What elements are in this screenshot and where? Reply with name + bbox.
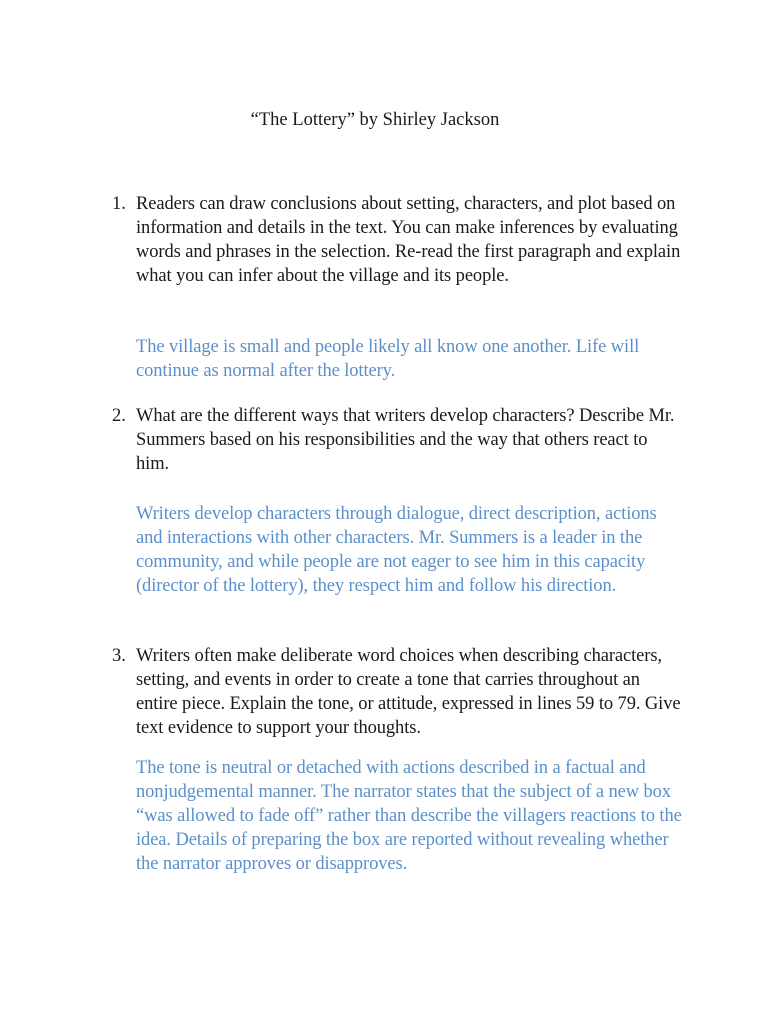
- question-number: 3.: [112, 646, 126, 666]
- answer-2: [112, 502, 682, 598]
- question-3: [112, 644, 682, 740]
- answer-text: Writers develop characters through dialogue, direct description, actions and interactions with other characters. Mr. Summers is a leader in the community, and while people are not eager to see him in this capacity (director of the lottery), they respect him and follow his direction.: [136, 504, 657, 596]
- question-prompt: Writers often make deliberate word choices when describing characters, setting, and events in order to create a tone that carries throughout an entire piece. Explain the tone, or attitude, expressed in lines 59 to 79. Give text evidence to support your thoughts.: [136, 646, 681, 738]
- answer-1: [112, 335, 682, 383]
- question-prompt: Readers can draw conclusions about setting, characters, and plot based on information and details in the text. You can make inferences by evaluating words and phrases in the selection. Re-read the first paragraph and explain what you can infer about the village and its people.: [136, 194, 681, 286]
- question-number: 1.: [112, 194, 126, 214]
- document-title: “The Lottery” by Shirley Jackson: [250, 110, 500, 130]
- question-number: 2.: [112, 406, 126, 426]
- answer-3: [112, 756, 682, 876]
- question-2: [112, 404, 682, 476]
- answer-text: The tone is neutral or detached with actions described in a factual and nonjudgemental manner. The narrator states that the subject of a new box “was allowed to fade off” rather than describe the villagers reactions to the idea. Details of preparing the box are reported without revealing whether the narrator approves or disapproves.: [136, 758, 682, 874]
- question-1: [112, 192, 682, 288]
- answer-text: The village is small and people likely all know one another. Life will continue as normal after the lottery.: [136, 337, 640, 381]
- question-prompt: What are the different ways that writers develop characters? Describe Mr. Summers based on his responsibilities and the way that others react to him.: [136, 406, 675, 474]
